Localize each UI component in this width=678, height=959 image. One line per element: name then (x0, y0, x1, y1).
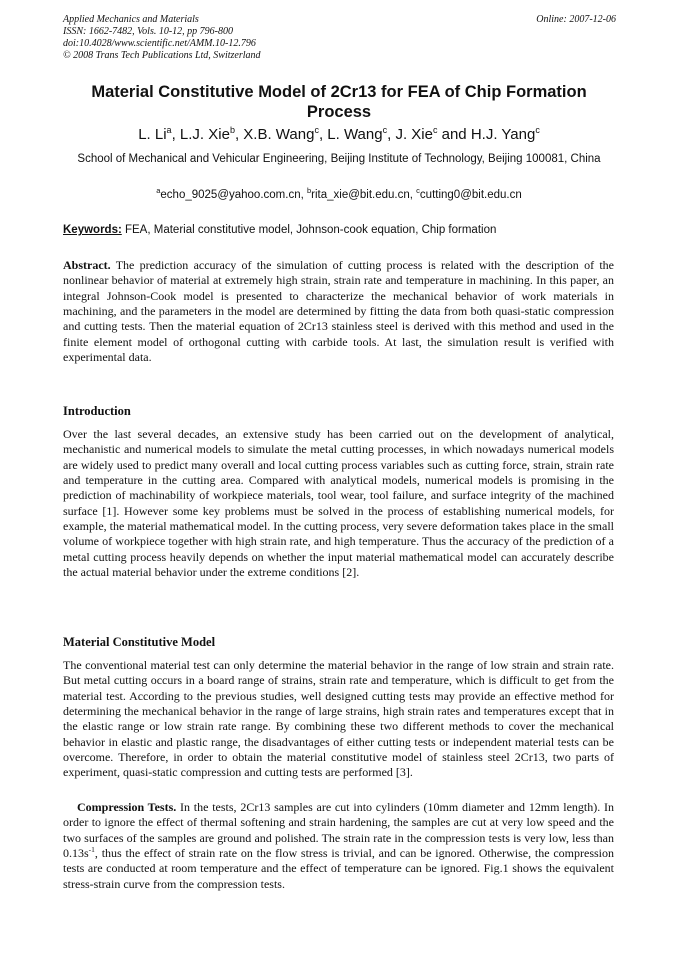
affiliation: School of Mechanical and Vehicular Engineering, Beijing Institute of Technology, Beijing 100081, China (77, 153, 601, 165)
author-name: H.J. Yang (470, 126, 536, 143)
keywords-line (63, 223, 615, 237)
author-affil-mark: c (314, 125, 319, 135)
author-separator: , (234, 126, 244, 143)
email-affil-mark: a (156, 186, 161, 195)
author-name: L. Wang (327, 126, 383, 143)
compression-tests-label: Compression Tests. (77, 800, 177, 814)
email-address[interactable]: echo_9025@yahoo.com.cn (160, 189, 301, 201)
introduction-heading: Introduction (63, 404, 131, 418)
paper-title: Material Constitutive Model of 2Cr13 for FEA of Chip Formation Process (91, 83, 587, 121)
author-name: X.B. Wang (243, 126, 315, 143)
author-affil-mark: b (229, 125, 235, 135)
author-name: L. Li (138, 126, 167, 143)
issn-line: ISSN: 1662-7482, Vols. 10-12, pp 796-800 (63, 26, 233, 37)
email-address[interactable]: cutting0@bit.edu.cn (419, 189, 522, 201)
email-affil-mark: b (306, 186, 312, 195)
abstract-text: The prediction accuracy of the simulation of cutting process is related with the description of the nonlinear behavior of material at extremely high strain, strain rate and temperature in machining. In this paper, an integral Johnson-Cook model is presented to characterize the mechanical behavior of work materials in machining, and the parameters in the model are determined by fitting the data from both quasi-static compression and cutting tests. Then the material equation of 2Cr13 stainless steel is derived with this method and used in the finite element model of orthogonal cutting with carbide tools. At last, the simulation result is verified with experimental data. (63, 258, 614, 365)
keywords-text: FEA, Material constitutive model, Johnson-cook equation, Chip formation (121, 224, 497, 236)
journal-name: Applied Mechanics and Materials (63, 14, 199, 25)
compression-tests-paragraph (63, 800, 614, 892)
journal-header (63, 14, 443, 62)
abstract-label: Abstract. (63, 258, 111, 272)
author-separator: and (437, 126, 471, 143)
copyright-line: © 2008 Trans Tech Publications Ltd, Switzerland (63, 50, 261, 61)
author-list (63, 126, 615, 144)
introduction-paragraph: Over the last several decades, an extensive study has been carried out on the development of analytical, mechanistic and numerical models to simulate the metal cutting processes, in which nowadays numerical models are widely used to predict many overall and local cutting process variables such as cutting force, strain, strain rate and temperature in the cutting area. Compared with analytical models, numerical models is promising in the prediction of machinability of workpiece materials, tool wear, tool failure, and surface integrity of the machined surface [1]. However some key problems must be solved in the process of establishing numerical models, for example, the material mathematical model. In the cutting process, very severe deformation takes place in the small volume of workpiece together with high strain rate, and high temperature. Thus the accuracy of the prediction of a metal cutting process heavily depends on whether the input material mathematical model can accurately describe the actual material behavior under the extreme conditions [2]. (63, 427, 614, 580)
author-affil-mark: c (432, 125, 438, 135)
abstract-paragraph (63, 258, 614, 365)
author-name: L.J. Xie (179, 126, 230, 143)
author-separator: , (387, 126, 396, 143)
email-separator: , (409, 189, 417, 201)
email-separator: , (300, 189, 307, 201)
strain-rate-exponent: -1 (88, 845, 95, 855)
email-list (63, 188, 615, 202)
author-name: J. Xie (395, 126, 433, 143)
email-address[interactable]: rita_xie@bit.edu.cn (311, 189, 410, 201)
compression-text-part2: , thus the effect of strain rate on the flow stress is trivial, and can be ignored. Otherwise, the compression tests are conducted at room temperature and the effect of temperature can be ignored. Fig.1 shows the equivalent stress-strain curve from the compression tests. (63, 846, 614, 891)
email-affil-mark: c (416, 186, 420, 195)
author-affil-mark: a (166, 125, 172, 135)
online-date: Online: 2007-12-06 (536, 14, 616, 25)
author-separator: , (318, 126, 328, 143)
author-affil-mark: c (535, 125, 540, 135)
compression-text-part1: In the tests, 2Cr13 samples are cut into cylinders (10mm diameter and 12mm length). In order to ignore the effect of thermal softening and strain hardening, the samples are cut at very low speed and the two surfaces of the samples are ground and polished. The strain rate in the compression tests is very low, less than 0.13s (63, 800, 615, 861)
material-model-heading: Material Constitutive Model (63, 635, 216, 649)
author-separator: , (171, 126, 180, 143)
author-affil-mark: c (382, 125, 388, 135)
keywords-label: Keywords: (63, 224, 122, 236)
material-model-paragraph: The conventional material test can only determine the material behavior in the range of low strain and strain rate. But metal cutting occurs in a board range of strains, strain rate and temperature, which is difficult to get from the material test. According to the previous studies, well designed cutting tests may provide an effective method for determining the mechanical behavior in the range of large strains, high strain rates and temperatures except that in the elastic range or low strain rate range. By combining these two different methods to cover the mechanical behavior in elastic and plastic range, the disadvantages of either cutting tests or independent material tests can be overcome. Therefore, in order to obtain the material constitutive model of stainless steel 2Cr13, two parts of experiment, quasi-static compression and cutting tests are performed [3]. (63, 658, 614, 780)
doi-line: doi:10.4028/www.scientific.net/AMM.10-12.796 (63, 38, 256, 49)
